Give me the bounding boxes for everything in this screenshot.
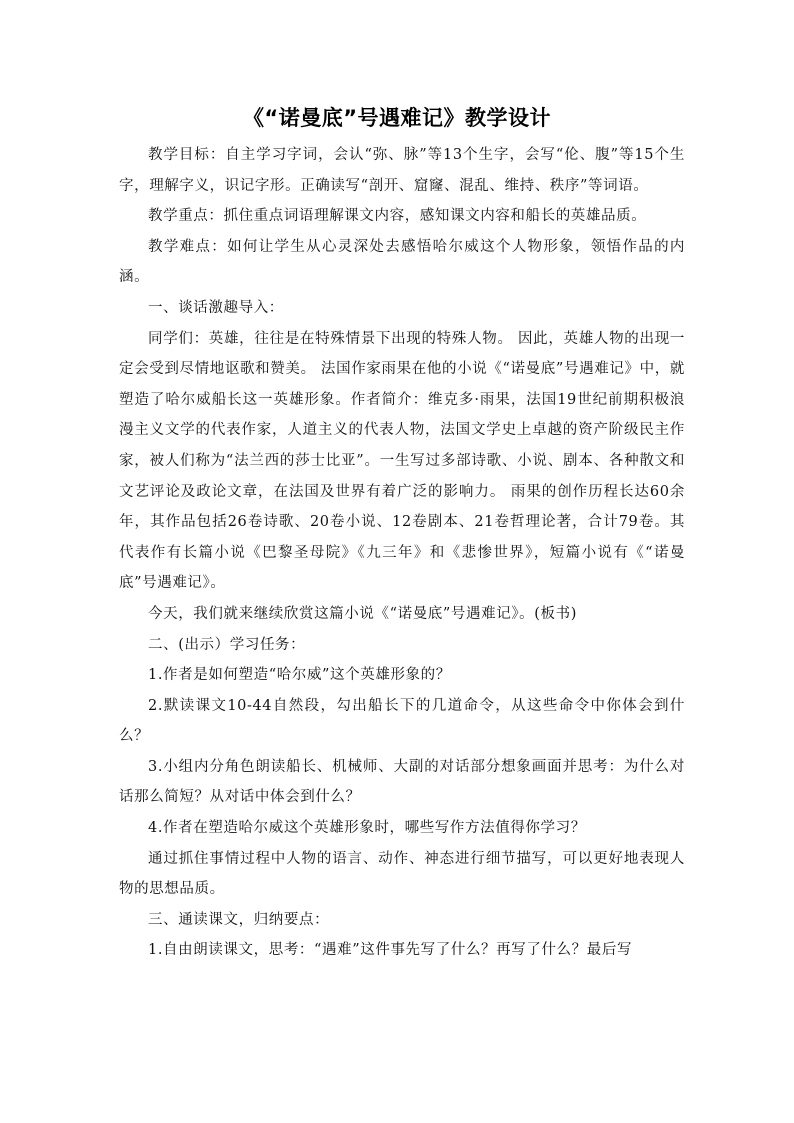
section-heading-intro: 一、谈话激趣导入： <box>148 299 284 316</box>
paragraph-today: 今天，我们就来继续欣赏这篇小说《“诺曼底”号遇难记》。(板书) <box>148 605 577 622</box>
task-item-3: 3.小组内分角色朗读船长、机械师、大副的对话部分想象画面并思考：为什么对话那么简短？从对话中体会到什么？ <box>119 758 685 806</box>
task-item-1: 1.作者是如何塑造“哈尔威”这个英雄形象的？ <box>148 667 451 684</box>
paragraph-objectives: 教学目标：自主学习字词，会认“弥、脉”等13个生字，会写“伦、腹”等15个生字，理解字义，识记字形。正确读写“剖开、窟窿、混乱、维持、秩序”等词语。 <box>119 147 685 194</box>
section-heading-reading: 三、通读课文，归纳要点： <box>148 911 330 928</box>
task-item-4: 4.作者在塑造哈尔威这个英雄形象时，哪些写作方法值得你学习？ <box>148 820 586 837</box>
reading-item-1: 1.自由朗读课文，思考：“遇难”这件事先写了什么？再写了什么？最后写 <box>148 942 633 959</box>
task-item-2: 2.默读课文10-44自然段，勾出船长下的几道命令，从这些命令中你体会到什么？ <box>119 697 685 745</box>
section-heading-tasks: 二、(出示）学习任务： <box>148 636 306 653</box>
paragraph-difficulties: 教学难点：如何让学生从心灵深处去感悟哈尔威这个人物形象，领悟作品的内涵。 <box>119 238 685 286</box>
document-title: 《“诺曼底”号遇难记》教学设计 <box>242 106 552 130</box>
paragraph-intro-text: 同学们：英雄，往往是在特殊情景下出现的特殊人物。 因此，英雄人物的出现一定会受到尽情地讴歌和赞美。 法国作家雨果在他的小说《“诺曼底”号遇难记》中，就塑造了哈尔威船长这一英雄形象。作者简介：维克多·雨果，法国19世纪前期积极浪漫主义文学的代表作家，人道主义的代表人物，法国文学史上卓越的资产阶级民主作家，被人们称为“法兰西的莎士比亚”。一生写过多部诗歌、小说、剧本、各种散文和文艺评论及政论文章，在法国及世界有着广泛的影响力。 雨果的创作历程长达60余年，其作品包括26卷诗歌、20卷小说、12卷剧本、21卷哲理论著，合计79卷。其代表作有长篇小说《巴黎圣母院》《九三年》和《悲惨世界》，短篇小说有《“诺曼底”号遇难记》。 <box>119 330 685 592</box>
document-body <box>119 140 685 966</box>
paragraph-key-points: 教学重点：抓住重点词语理解课文内容，感知课文内容和船长的英雄品质。 <box>148 208 647 225</box>
paragraph-method-summary: 通过抓住事情过程中人物的语言、动作、神态进行细节描写，可以更好地表现人物的思想品质。 <box>119 850 685 898</box>
